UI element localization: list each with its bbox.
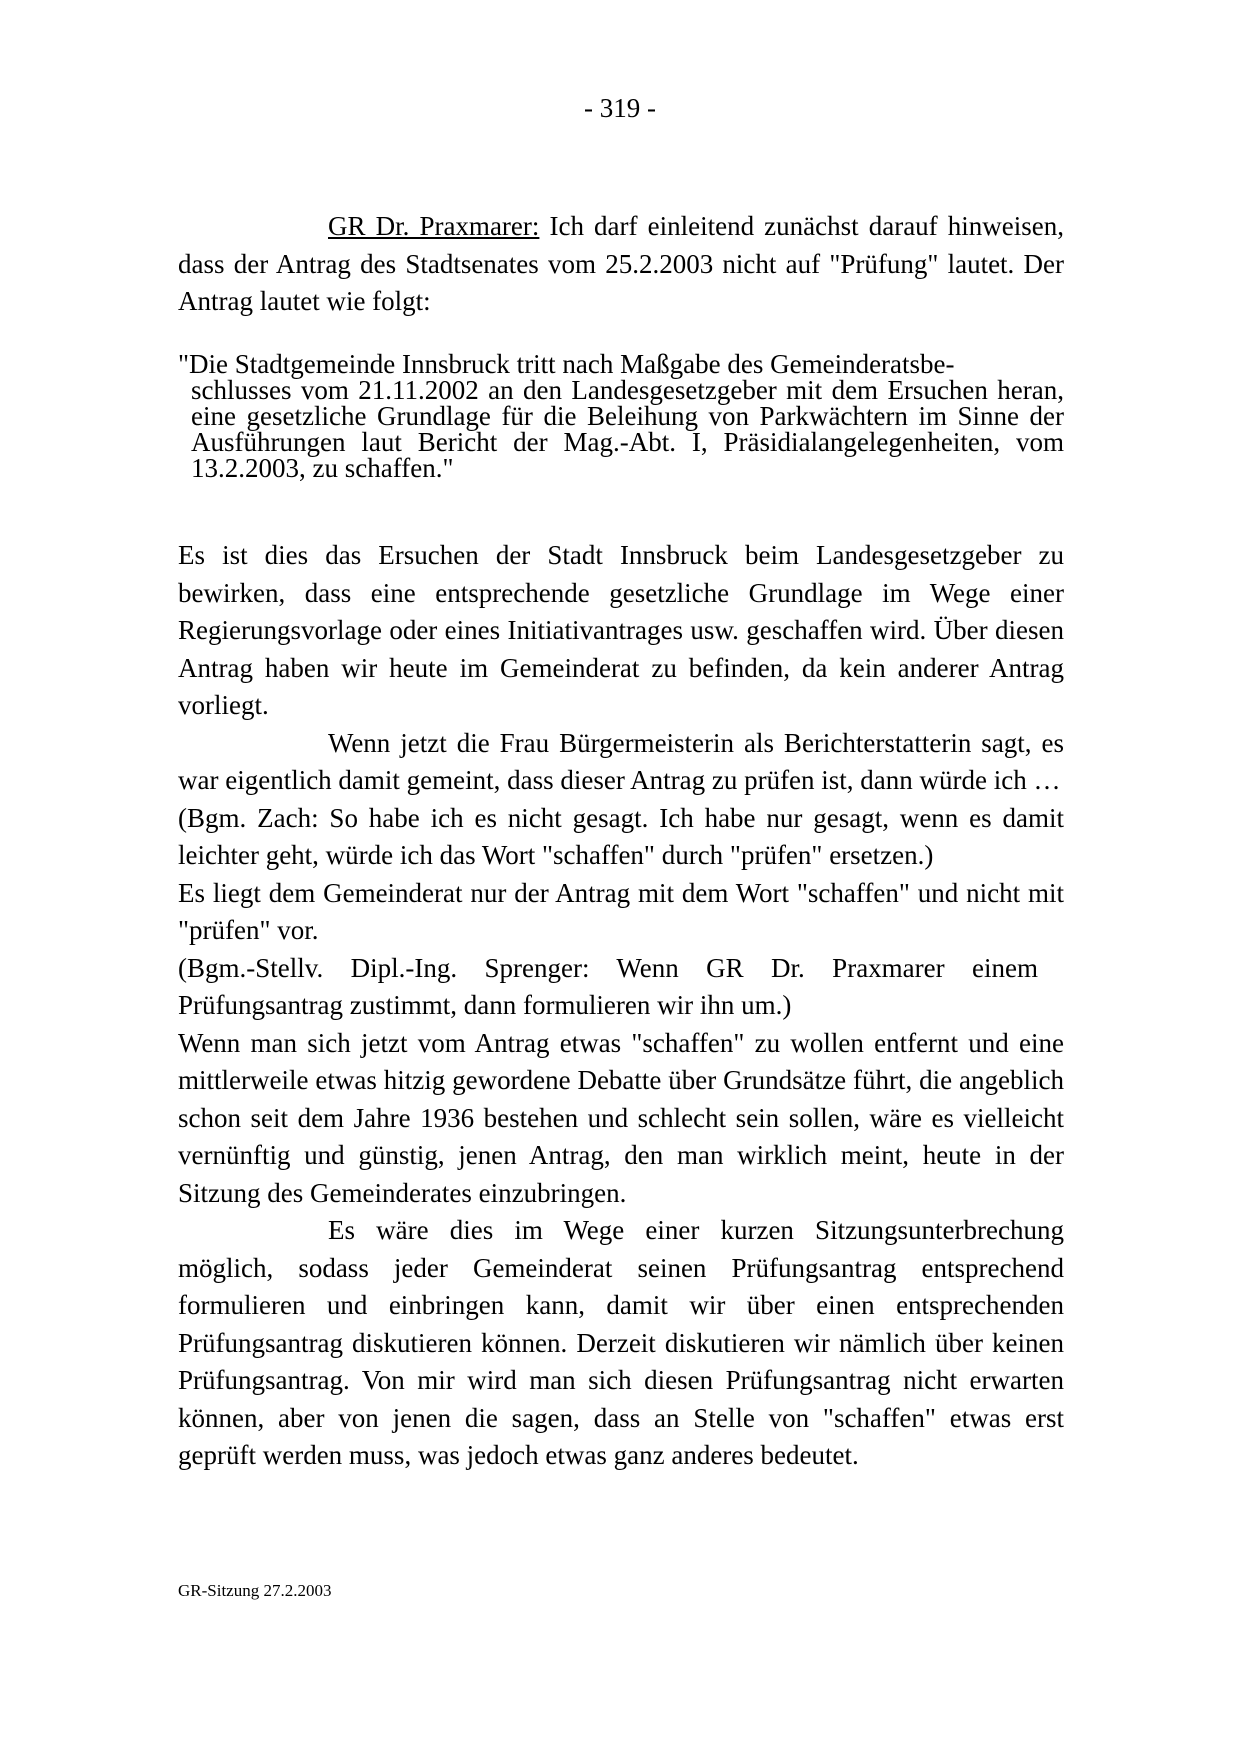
intro-text: Ich darf einleitend zunächst darauf hinweisen, dass der Antrag des Stadtsenates vom 25.2.2003 nicht auf "Prüfung" lautet. Der Antrag lautet wie folgt: xyxy=(178,211,1064,316)
quoted-motion xyxy=(178,351,1064,481)
page-number: - 319 - xyxy=(584,93,656,123)
page-footer: GR-Sitzung 27.2.2003 xyxy=(178,1581,332,1600)
paragraph: Wenn jetzt die Frau Bürgermeisterin als Berichterstatterin sagt, es war eigentlich damit gemeint, dass dieser Antrag zu prüfen ist, dann würde ich … xyxy=(178,727,1064,795)
quote-first-line: "Die Stadtgemeinde Innsbruck tritt nach Maßgabe des Gemeinderatsbe- xyxy=(178,349,955,379)
main-text xyxy=(178,537,1064,1475)
paragraph: Es wäre dies im Wege einer kurzen Sitzungsunterbrechung möglich, sodass jeder Gemeinderat seinen Prüfungsantrag entsprechend formulieren und einbringen kann, damit wir über einen entsprechenden Prüfungsantrag diskutieren können. Derzeit diskutieren wir nämlich über keinen Prüfungsantrag. Von mir wird man sich diesen Prüfungsantrag nicht erwarten können, aber von jenen die sagen, dass an Stelle von "schaffen" etwas erst geprüft werden muss, was jedoch etwas ganz anderes bedeutet. xyxy=(178,1215,1064,1470)
intro-paragraph xyxy=(178,208,1064,321)
interjection: (Bgm.-Stellv. Dipl.-Ing. Sprenger: Wenn GR Dr. Praxmarer einem Prüfungsantrag zustimmt, dann formulieren wir ihn um.) xyxy=(178,952,1038,1020)
interjection: (Bgm. Zach: So habe ich es nicht gesagt. Ich habe nur gesagt, wenn es damit leichter geht, würde ich das Wort "schaffen" durch "prüfen" ersetzen.) xyxy=(178,802,1064,870)
paragraph: Wenn man sich jetzt vom Antrag etwas "schaffen" zu wollen entfernt und eine mittlerweile etwas hitzig gewordene Debatte über Grundsätze führt, die angeblich schon seit dem Jahre 1936 bestehen und schlecht sein sollen, wäre es vielleicht vernünftig und günstig, jenen Antrag, den man wirklich meint, heute in der Sitzung des Gemeinderates einzubringen. xyxy=(178,1027,1064,1208)
speaker-name: GR Dr. Praxmarer: xyxy=(328,211,540,241)
intro-block xyxy=(178,208,1064,321)
quote-continuation: schlusses vom 21.11.2002 an den Landesgesetzgeber mit dem Ersuchen heran, eine gesetzliche Grundlage für die Beleihung von Parkwächtern im Sinne der Ausführungen laut Bericht der Mag.-Abt. I, Präsidialangelegenheiten, vom 13.2.2003, zu schaffen." xyxy=(191,375,1064,483)
paragraph: Es ist dies das Ersuchen der Stadt Innsbruck beim Landesgesetzgeber zu bewirken, dass eine entsprechende gesetzliche Grundlage im Wege einer Regierungsvorlage oder eines Initiativantrages usw. geschaffen wird. Über diesen Antrag haben wir heute im Gemeinderat zu befinden, da kein anderer Antrag vorliegt. xyxy=(178,540,1064,720)
paragraph: Es liegt dem Gemeinderat nur der Antrag mit dem Wort "schaffen" und nicht mit "prüfen" vor. xyxy=(178,877,1064,945)
